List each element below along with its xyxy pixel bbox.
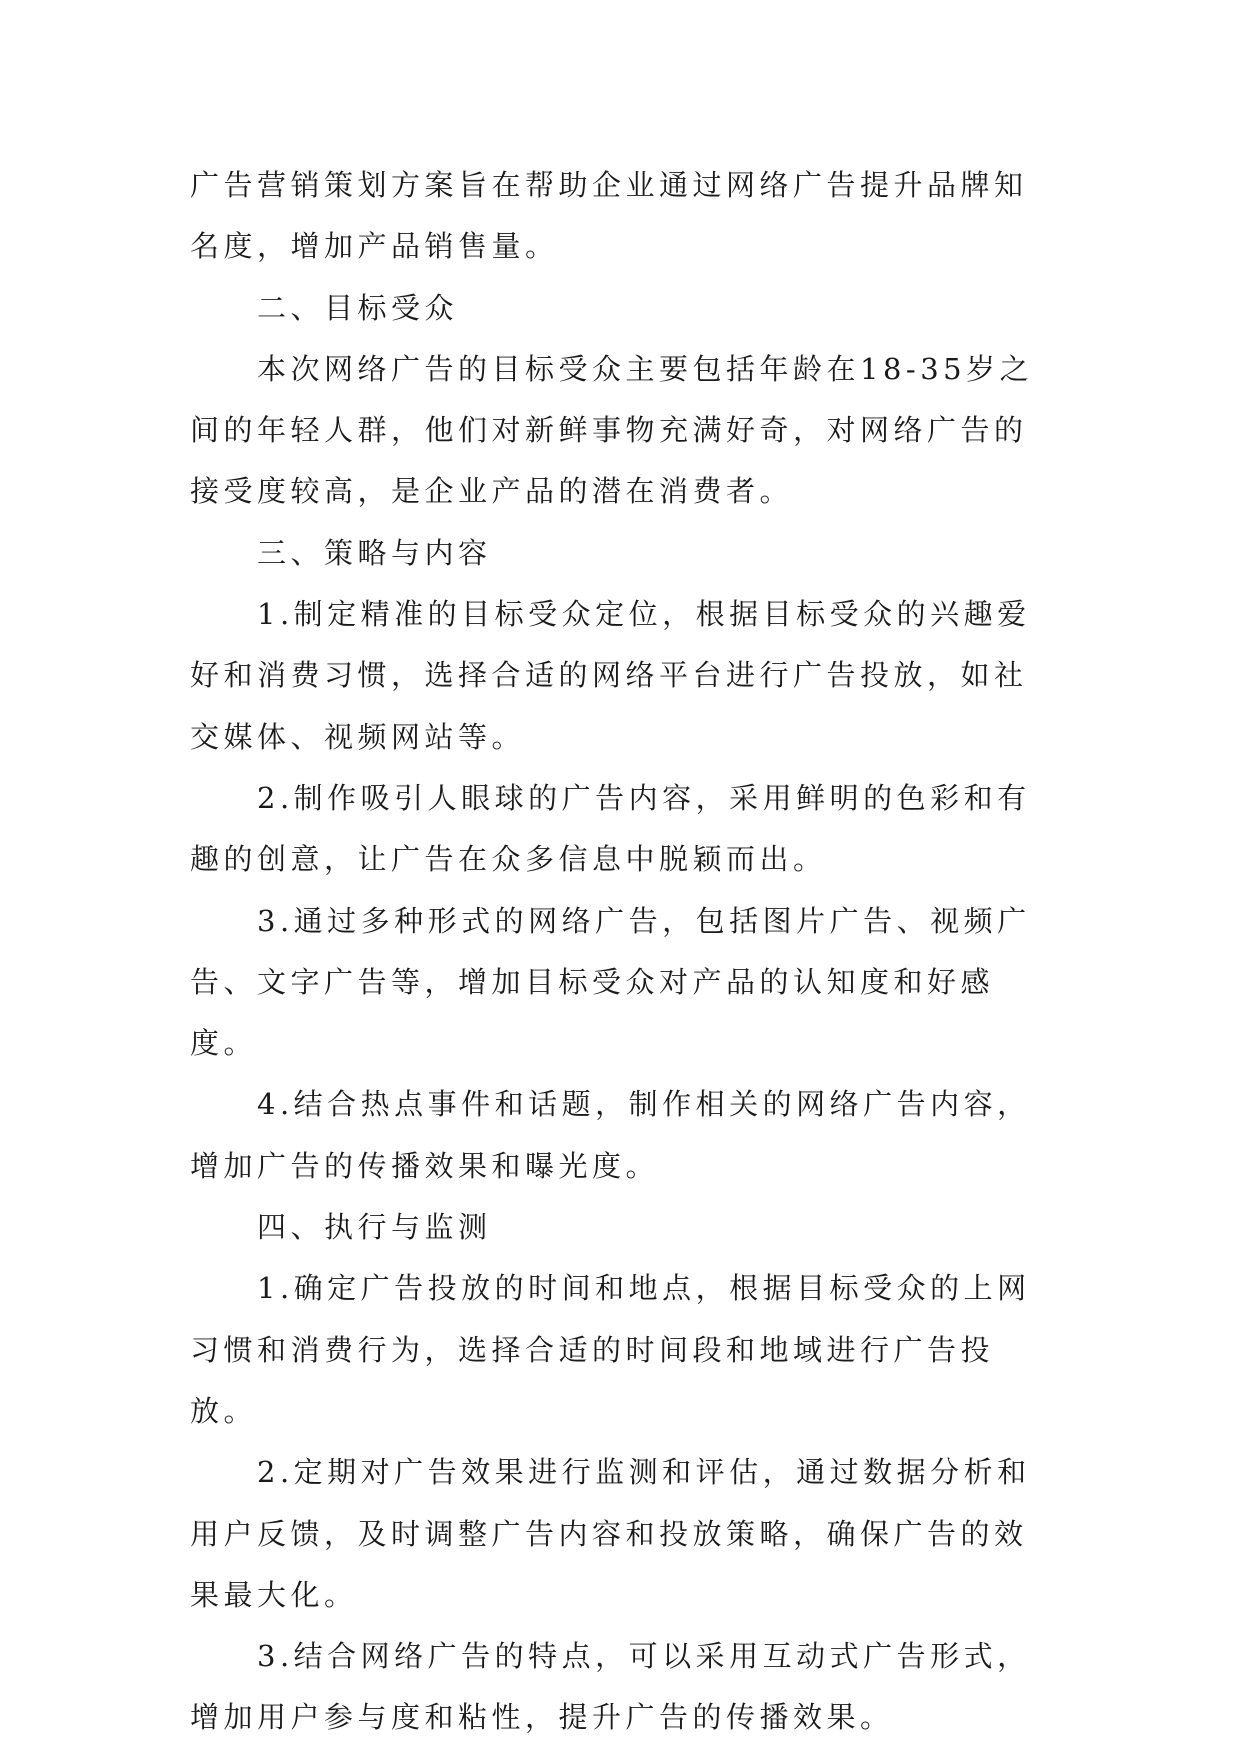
section-heading-strategy-content: 三、策略与内容	[257, 535, 492, 570]
paragraph-target-audience: 本次网络广告的目标受众主要包括年龄在18-35岁之间的年轻人群，他们对新鲜事物充满好奇，对网络广告的接受度较高，是企业产品的潜在消费者。	[190, 351, 1034, 509]
paragraph-strategy-item-3: 3.通过多种形式的网络广告，包括图片广告、视频广告、文字广告等，增加目标受众对产品的认知度和好感度。	[190, 903, 1031, 1061]
paragraph-strategy-item-1: 1.制定精准的目标受众定位，根据目标受众的兴趣爱好和消费习惯，选择合适的网络平台进行广告投放，如社交媒体、视频网站等。	[190, 597, 1031, 754]
paragraph-strategy-item-2: 2.制作吸引人眼球的广告内容，采用鲜明的色彩和有趣的创意，让广告在众多信息中脱颖而出。	[190, 780, 1031, 877]
paragraph-execution-item-3: 3.结合网络广告的特点，可以采用互动式广告形式，增加用户参与度和粘性，提升广告的传播效果。	[190, 1639, 1031, 1735]
document-body	[190, 155, 1050, 1749]
paragraph-intro-continuation: 广告营销策划方案旨在帮助企业通过网络广告提升品牌知名度，增加产品销售量。	[190, 168, 1028, 264]
paragraph-execution-item-1: 1.确定广告投放的时间和地点，根据目标受众的上网习惯和消费行为，选择合适的时间段和地域进行广告投放。	[190, 1271, 1031, 1428]
paragraph-execution-item-2: 2.定期对广告效果进行监测和评估，通过数据分析和用户反馈，及时调整广告内容和投放策略，确保广告的效果最大化。	[190, 1455, 1031, 1612]
paragraph-strategy-item-4: 4.结合热点事件和话题，制作相关的网络广告内容，增加广告的传播效果和曝光度。	[190, 1087, 1031, 1183]
section-heading-execution-monitoring: 四、执行与监测	[257, 1210, 492, 1245]
section-heading-target-audience: 二、目标受众	[257, 290, 459, 325]
